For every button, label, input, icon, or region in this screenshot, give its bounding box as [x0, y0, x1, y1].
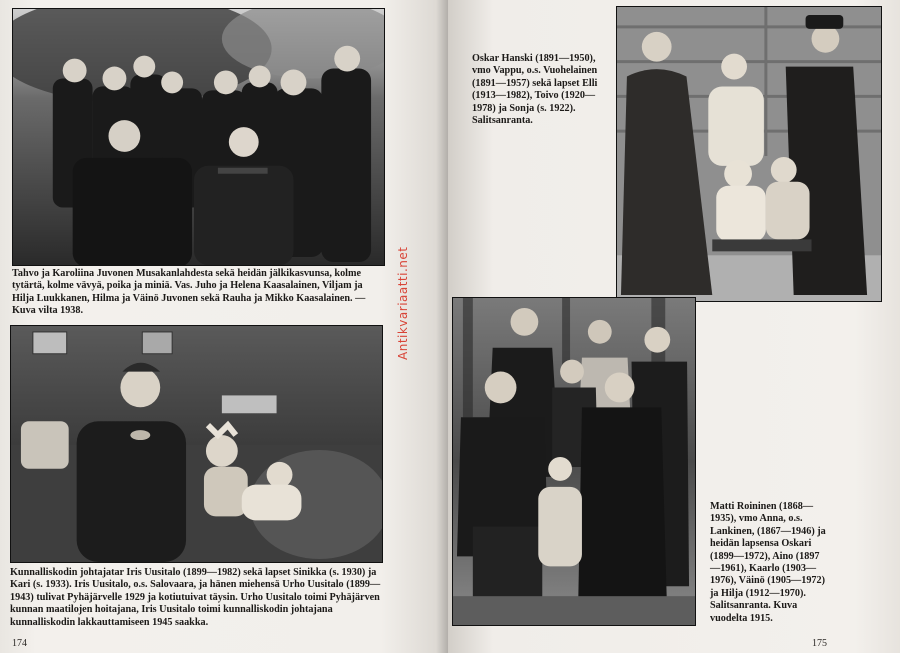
photo-caption-hanski-family: Oskar Hanski (1891—1950), vmo Vappu, o.s. Vuohelainen (1891—1957) sekä lapset Elli (1913—1982), Toivo (1920—1978) ja Sonja (s. 1922). Salitsanranta.: [472, 53, 598, 127]
family-group-photo-1938: [12, 8, 385, 266]
photo-illustration: [617, 7, 881, 301]
photo-caption-uusitalo: Kunnalliskodin johtajatar Iris Uusitalo (1899—1982) sekä lapset Sinikka (s. 1930) ja Kari (s. 1933). Iris Uusitalo, o.s. Salovaara, ja hänen miehensä Urho Uusitalo (1899—1943) tulivat Pyhäjärvelle 1929 ja kotiutuivat täysin. Urho Uusitalo toimi Pyhäjärven kunnan maatilojen hoitajana, Iris Uusitalo toimi kunnalliskodin johtajana kunnalliskodin lakkauttamiseen 1945 saakka.: [10, 567, 381, 628]
page-number-right: 175: [812, 638, 827, 649]
photo-illustration: [11, 326, 382, 562]
hanski-family-photo: [616, 6, 882, 302]
photo-caption-roininen-family: Matti Roininen (1868—1935), vmo Anna, o.s. Lankinen, (1867—1946) ja heidän lapsensa Oskari (1899—1972), Aino (1897—1961), Kaarlo (1903—1976), Väinö (1905—1972) ja Hilja (1912—1970). Salitsanranta. Kuva vuodelta 1915.: [710, 501, 826, 624]
photo-illustration: [453, 298, 695, 625]
left-page: [0, 0, 448, 653]
photo-caption-juvonen-family: Tahvo ja Karoliina Juvonen Musakanlahdesta sekä heidän jälkikasvunsa, kolme tytärtä, kolme vävyä, poika ja miniä. Vas. Juho ja Helena Kaasalainen, Viljam ja Hilja Luukkanen, Hilma ja Väinö Juvonen sekä Rauha ja Mikko Kaasalainen. — Kuva vilta 1938.: [12, 268, 366, 317]
mother-with-children-photo: [10, 325, 383, 563]
page-number-left: 174: [12, 638, 27, 649]
photo-illustration: [13, 9, 384, 265]
watermark-text: Antikvariaatti.net: [396, 246, 410, 360]
roininen-family-photo-1915: [452, 297, 696, 626]
